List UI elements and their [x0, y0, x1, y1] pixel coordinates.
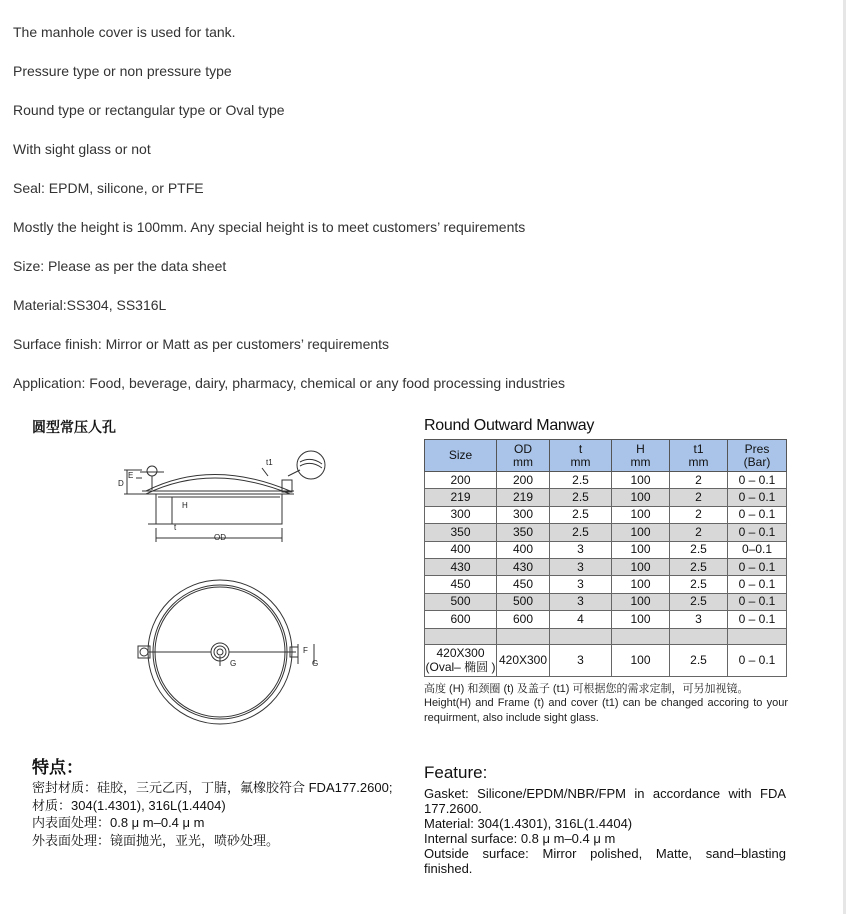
table-cell: 3 [550, 541, 612, 558]
table-row-oval [425, 644, 787, 676]
table-cell: 0 – 0.1 [728, 506, 787, 523]
description-line: With sight glass or not [13, 141, 151, 157]
table-cell: 2.5 [670, 644, 728, 676]
table-cell: 219 [425, 489, 497, 506]
table-cell: 300 [425, 506, 497, 523]
description-line: Material:SS304, SS316L [13, 297, 167, 313]
col-od: OD mm [497, 440, 550, 472]
description-line: Pressure type or non pressure type [13, 63, 232, 79]
table-row [425, 472, 787, 489]
description-line: Application: Food, beverage, dairy, pharmacy, chemical or any food processing industries [13, 375, 565, 391]
col-t1: t1 mm [670, 440, 728, 472]
label-t1: t1 [266, 458, 273, 467]
table-row [425, 593, 787, 610]
table-cell: 219 [497, 489, 550, 506]
features-en-list [424, 786, 786, 876]
table-cell: 0 – 0.1 [728, 593, 787, 610]
table-cell: 3 [670, 611, 728, 628]
table-cell: 0 – 0.1 [728, 611, 787, 628]
label-od: OD [214, 533, 226, 542]
description-line: Seal: EPDM, silicone, or PTFE [13, 180, 204, 196]
description-line: Mostly the height is 100mm. Any special height is to meet customers’ requirements [13, 219, 526, 235]
label-h: H [182, 501, 188, 510]
table-row [425, 628, 787, 644]
table-cell: 200 [497, 472, 550, 489]
table-row [425, 558, 787, 575]
table-note-en: Height(H) and Frame (t) and cover (t1) can be changed accoring to your requirment, also include sight glass. [424, 697, 788, 724]
table-cell: 100 [612, 506, 670, 523]
spec-table [424, 439, 787, 677]
table-cell [612, 628, 670, 644]
table-cell: 0 – 0.1 [728, 576, 787, 593]
table-cell: 400 [497, 541, 550, 558]
feature-cn-line: 密封材质：硅胶，三元乙丙，丁腈，氟橡胶符合 FDA177.2600; [32, 780, 393, 795]
manway-technical-drawing [112, 450, 337, 735]
feature-cn-line: 外表面处理：镜面抛光，亚光，喷砂处理。 [32, 832, 280, 848]
table-cell: 100 [612, 541, 670, 558]
col-size: Size [425, 440, 497, 472]
table-row [425, 506, 787, 523]
table-cell: 0 – 0.1 [728, 558, 787, 575]
table-cell: 100 [612, 524, 670, 541]
table-cell [670, 628, 728, 644]
table-cell: 2.5 [670, 576, 728, 593]
description-line: Surface finish: Mirror or Matt as per customers’ requirements [13, 336, 390, 352]
table-cell: 3 [550, 558, 612, 575]
label-e: E [128, 471, 134, 480]
table-cell: 4 [550, 611, 612, 628]
label-d: D [118, 479, 124, 488]
table-row [425, 576, 787, 593]
table-cell: 2.5 [670, 541, 728, 558]
features-cn-list [32, 779, 392, 849]
table-cell: 100 [612, 593, 670, 610]
table-cell: 3 [550, 576, 612, 593]
table-title: Round Outward Manway [424, 417, 595, 434]
table-cell: 3 [550, 644, 612, 676]
col-t: t mm [550, 440, 612, 472]
table-cell: 2.5 [550, 489, 612, 506]
table-cell [497, 628, 550, 644]
table-cell: 2 [670, 524, 728, 541]
features-cn-title: 特点： [32, 758, 83, 777]
table-cell: 2 [670, 489, 728, 506]
table-cell [728, 628, 787, 644]
table-cell: 0 – 0.1 [728, 644, 787, 676]
table-header-row [425, 440, 787, 472]
features-en-title: Feature: [424, 763, 488, 782]
table-cell: 600 [425, 611, 497, 628]
label-g-left: G [230, 659, 237, 668]
table-row [425, 611, 787, 628]
label-f: F [303, 646, 308, 655]
table-cell: 350 [497, 524, 550, 541]
table-cell: 500 [497, 593, 550, 610]
table-cell: 300 [497, 506, 550, 523]
table-cell: 0–0.1 [728, 541, 787, 558]
table-cell: 100 [612, 611, 670, 628]
description-line: Round type or rectangular type or Oval type [13, 102, 285, 118]
table-cell: 2 [670, 506, 728, 523]
description-line: Size: Please as per the data sheet [13, 258, 227, 274]
table-cell: 2.5 [670, 558, 728, 575]
table-cell: 600 [497, 611, 550, 628]
table-cell: 420X300 (Oval– 椭圆 ) [425, 646, 496, 675]
table-cell: 500 [425, 593, 497, 610]
table-cell: 430 [425, 558, 497, 575]
table-cell: 450 [425, 576, 497, 593]
table-cell: 2.5 [670, 593, 728, 610]
table-cell: 0 – 0.1 [728, 489, 787, 506]
table-row [425, 524, 787, 541]
table-row [425, 541, 787, 558]
feature-cn-line: 内表面处理：0.8 μ m–0.4 μ m [32, 815, 205, 830]
table-cell: 0 – 0.1 [728, 472, 787, 489]
table-cell: 2.5 [550, 524, 612, 541]
table-row [425, 489, 787, 506]
table-cell: 420X300 [497, 644, 550, 676]
table-cell [550, 628, 612, 644]
description-list [13, 22, 565, 412]
table-note-cn: 高度 (H) 和颈圈 (t) 及盖子 (t1) 可根据您的需求定制，可另加视镜。 [424, 683, 749, 695]
table-cell: 100 [612, 489, 670, 506]
table-cell: 100 [612, 644, 670, 676]
col-h: H mm [612, 440, 670, 472]
table-cell: 100 [612, 576, 670, 593]
table-cell: 3 [550, 593, 612, 610]
table-cell: 100 [612, 558, 670, 575]
table-cell: 0 – 0.1 [728, 524, 787, 541]
table-cell: 2.5 [550, 506, 612, 523]
table-cell [425, 628, 497, 644]
table-cell: 450 [497, 576, 550, 593]
description-line: The manhole cover is used for tank. [13, 24, 236, 40]
table-cell: 100 [612, 472, 670, 489]
feature-en-line: Internal surface: 0.8 μ m–0.4 μ m [424, 831, 616, 846]
feature-en-line: Material: 304(1.4301), 316L(1.4404) [424, 816, 633, 831]
table-cell: 430 [497, 558, 550, 575]
drawing-title: 圆型常压人孔 [32, 419, 116, 435]
feature-en-line: Outside surface: Mirror polished, Matte, sand–blasting finished. [424, 846, 786, 876]
table-cell: 400 [425, 541, 497, 558]
feature-cn-line: 材质：304(1.4301), 316L(1.4404) [32, 797, 226, 813]
feature-en-line: Gasket: Silicone/EPDM/NBR/FPM in accordance with FDA 177.2600. [424, 786, 786, 816]
col-pres: Pres (Bar) [728, 440, 787, 472]
table-cell: 200 [425, 472, 497, 489]
label-t: t [174, 523, 177, 532]
label-g-right: G [312, 659, 319, 668]
table-cell: 2 [670, 472, 728, 489]
table-cell: 2.5 [550, 472, 612, 489]
table-cell: 350 [425, 524, 497, 541]
